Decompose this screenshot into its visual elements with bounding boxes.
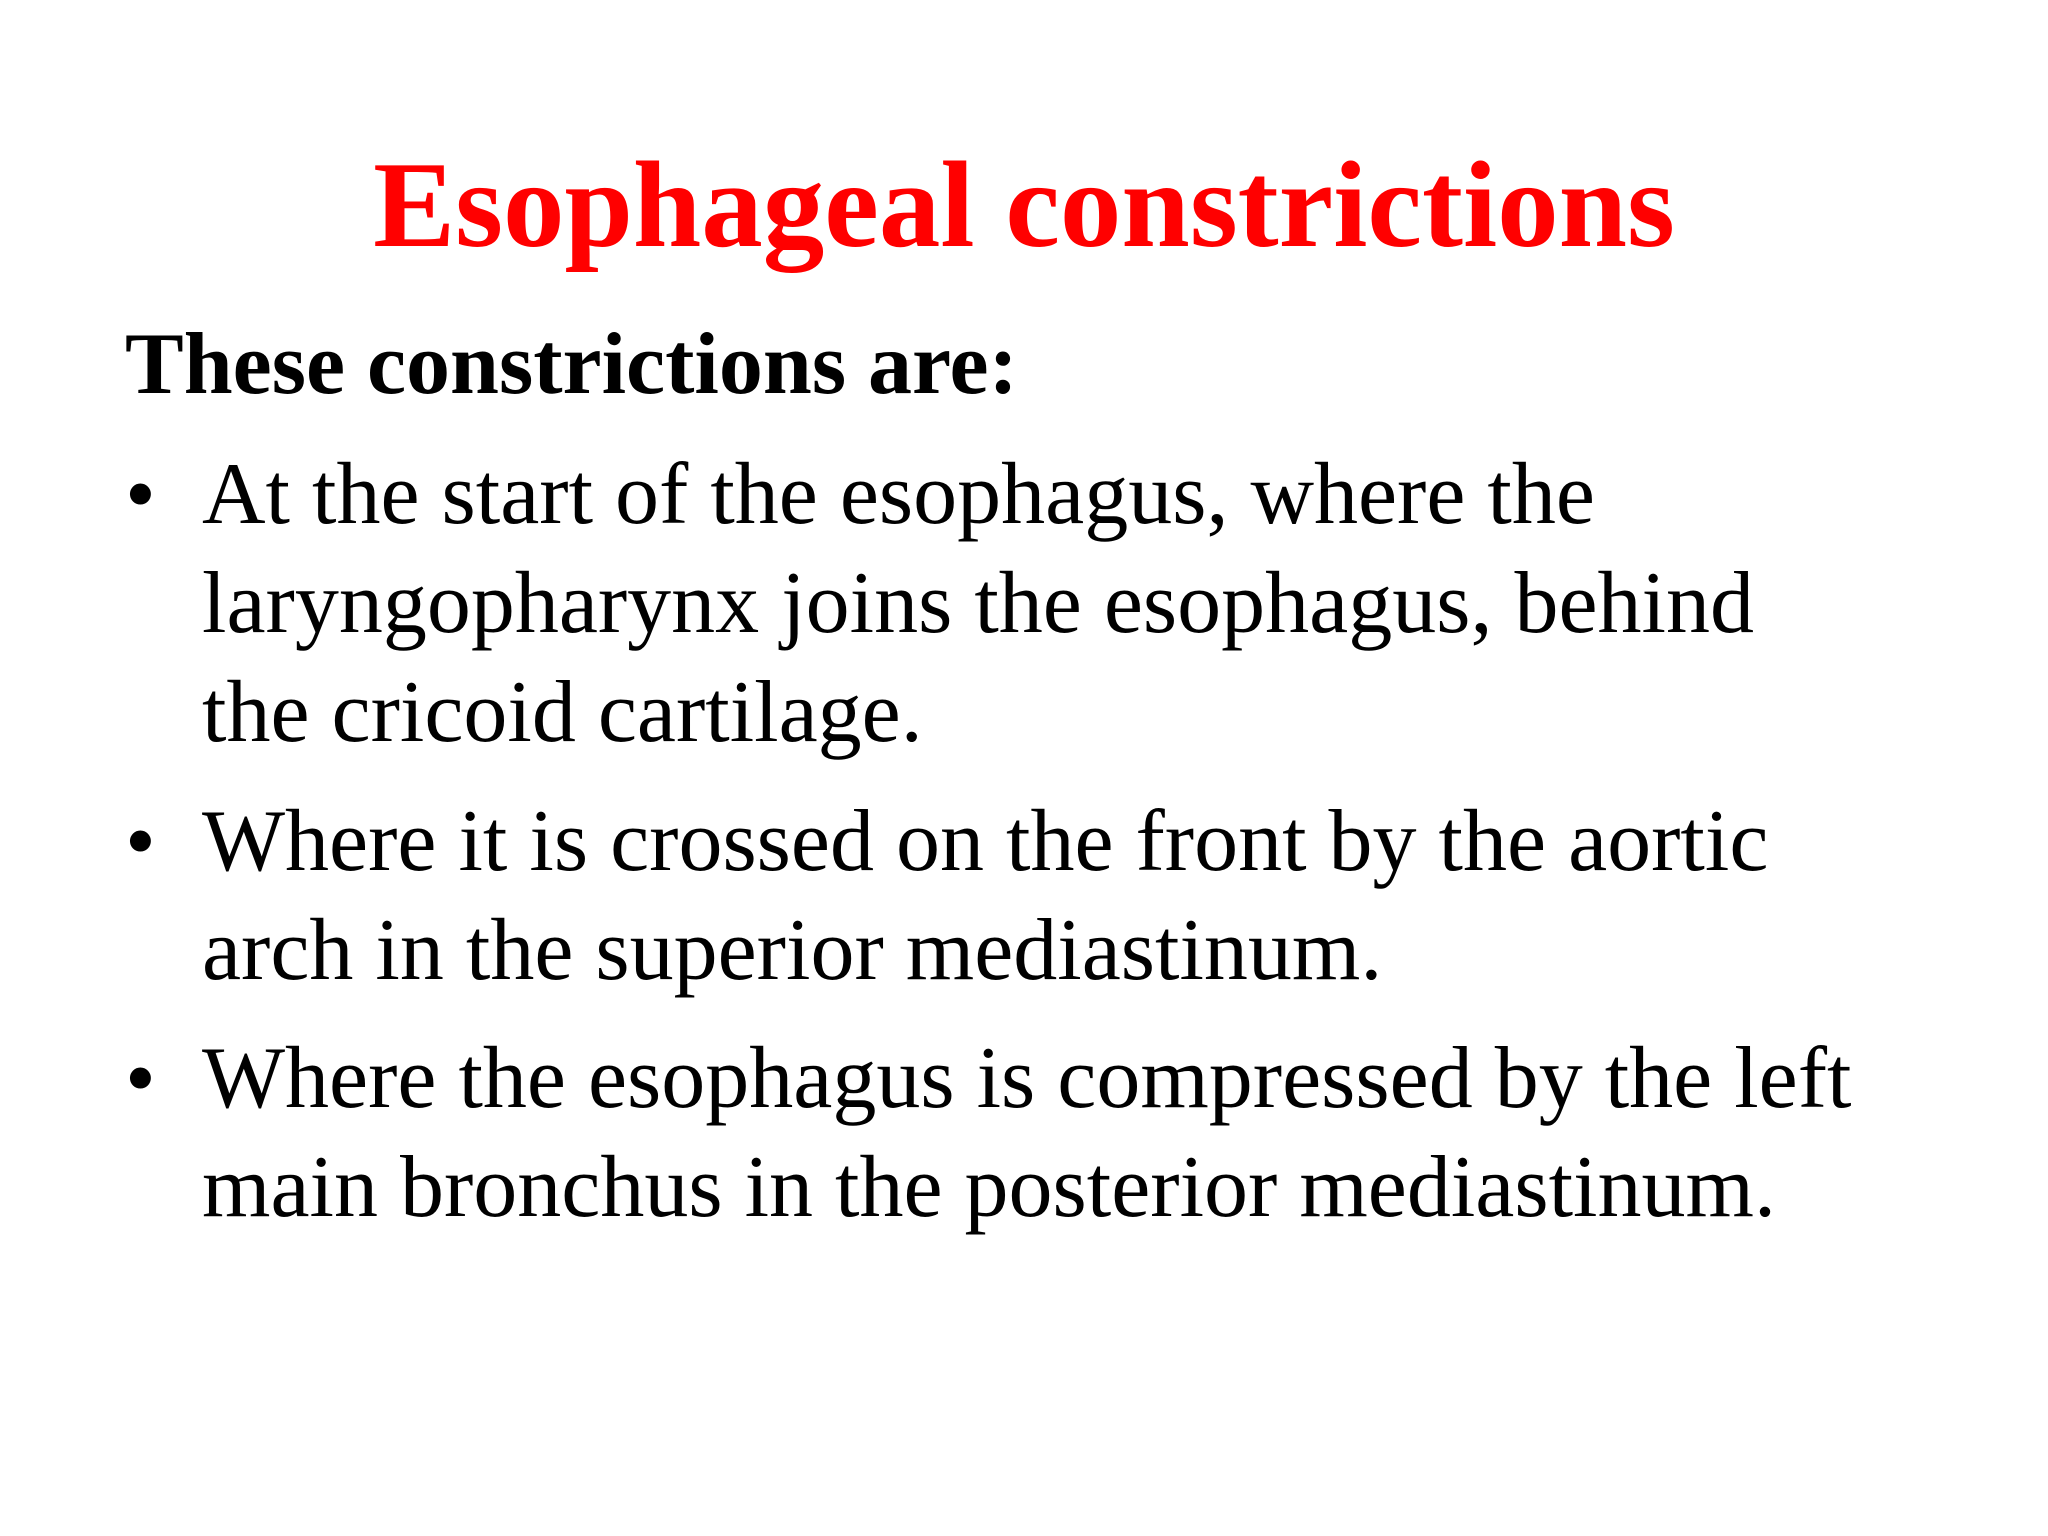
bullet-item — [125, 1024, 2015, 1242]
bullet-line: main bronchus in the posterior mediastinum. — [202, 1139, 1776, 1236]
bullet-text — [202, 1024, 2002, 1242]
bullet-item — [125, 787, 2015, 1005]
bullet-line: the cricoid cartilage. — [202, 664, 923, 761]
bullet-text — [202, 440, 2002, 767]
bullet-line: arch in the superior mediastinum. — [202, 902, 1383, 999]
bullet-icon: • — [125, 1030, 156, 1127]
intro-text: These constrictions are: — [125, 316, 1018, 413]
bullet-icon: • — [125, 446, 156, 543]
bullet-text — [202, 787, 2002, 1005]
bullet-item — [125, 440, 2015, 767]
bullet-icon: • — [125, 793, 156, 890]
slide-title: Esophageal constrictions — [373, 136, 1675, 273]
bullet-line: laryngopharynx joins the esophagus, behind — [202, 555, 1754, 652]
bullet-line: Where it is crossed on the front by the aortic — [202, 793, 1769, 890]
bullet-line: Where the esophagus is compressed by the left — [202, 1030, 1852, 1127]
bullet-line: At the start of the esophagus, where the — [202, 446, 1595, 543]
